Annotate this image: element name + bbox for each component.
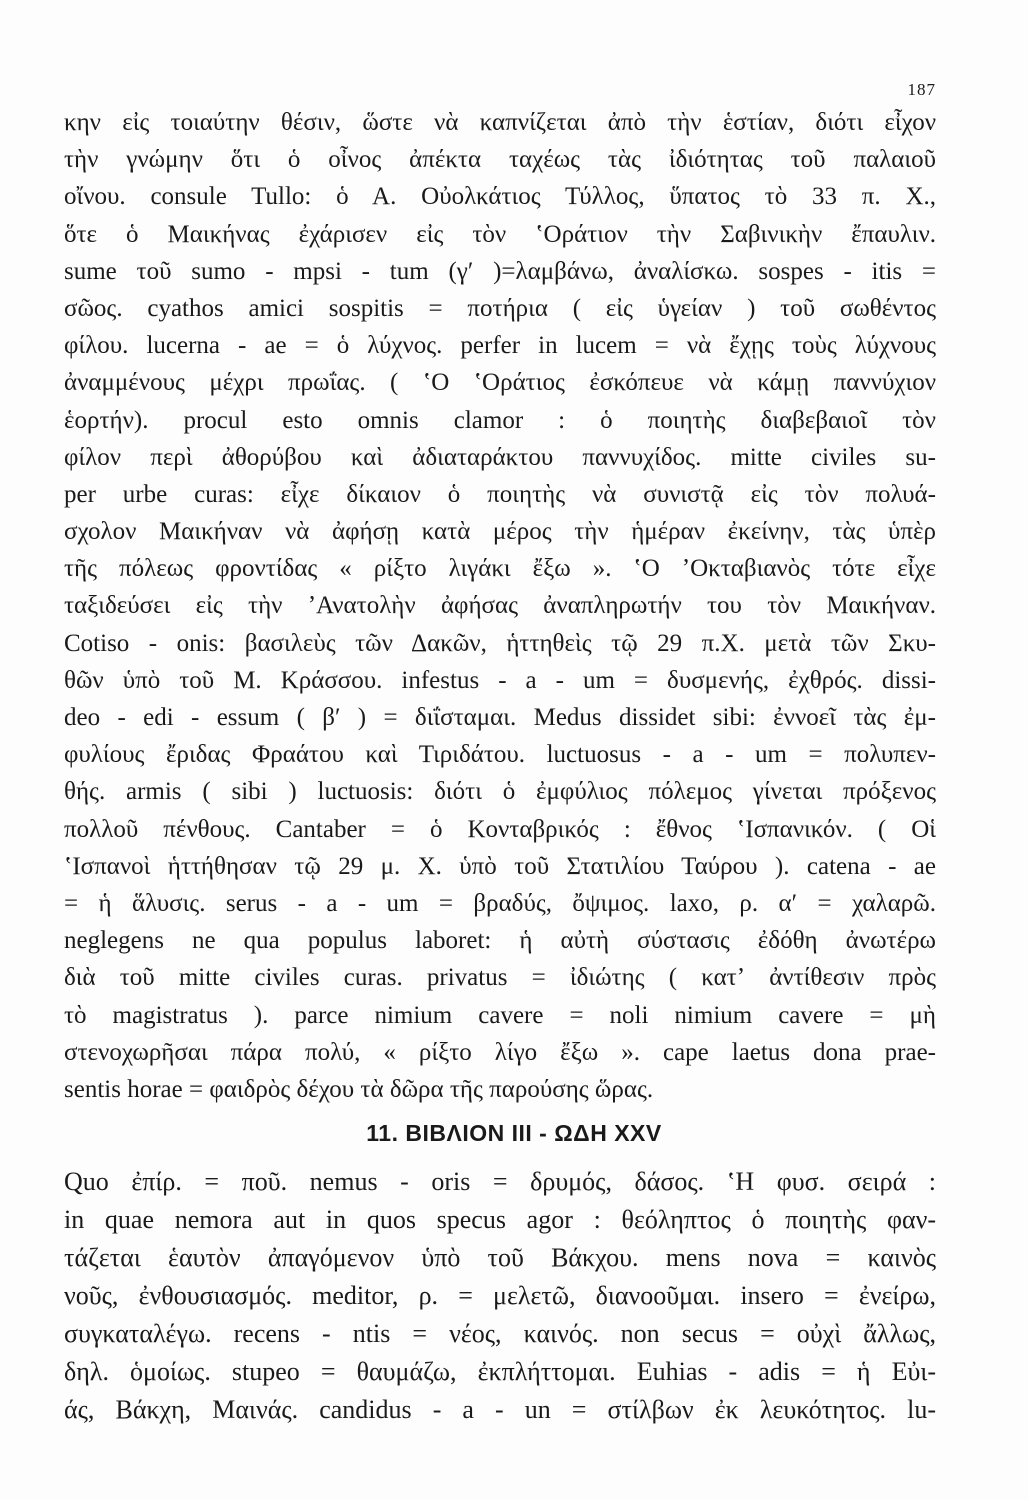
text-line: sume τοῦ sumo - mpsi - tum (γʹ )=λαμβάνω, ἀναλίσκω. sospes - itis =: [64, 257, 936, 285]
text-line: διὰ τοῦ mitte civiles curas. privatus = ἰδιώτης ( κατʼ ἀντίθεσιν πρὸς: [64, 964, 936, 992]
text-line: ʽΙσπανοὶ ἡττήθησαν τῷ 29 μ. Χ. ὑπὸ τοῦ Στατιλίου Ταύρου ). catena - ae: [64, 852, 936, 880]
text-line: στενοχωρῆσαι πάρα πολύ, « ρίξτο λίγο ἔξω ». cape laetus dona prae-: [64, 1038, 936, 1066]
text-line: τάζεται ἑαυτὸν ἀπαγόμενον ὑπὸ τοῦ Βάκχου. mens nova = καινὸς: [64, 1243, 936, 1272]
section-heading: 11. ΒΙΒΛΙΟΝ III - ΩΔΗ XXV: [366, 1120, 662, 1146]
text-line: in quae nemora aut in quos specus agor : θεόληπτος ὁ ποιητὴς φαν-: [64, 1205, 936, 1234]
text-line: δηλ. ὁμοίως. stupeo = θαυμάζω, ἐκπλήττομαι. Euhias - adis = ἡ Εὐι-: [64, 1357, 936, 1386]
text-line: πολλοῦ πένθους. Cantaber = ὁ Κονταβρικός : ἔθνος ʽΙσπανικόν. ( Οἱ: [64, 815, 936, 843]
text-line: ταξιδεύσει εἰς τὴν ʼΑνατολὴν ἀφήσας ἀναπληρωτήν του τὸν Μαικήναν.: [64, 592, 936, 620]
text-line: άς, Βάκχη, Μαινάς. candidus - a - un = στίλβων ἐκ λευκότητος. lu-: [64, 1395, 936, 1424]
text-line: Cotiso - onis: βασιλεὺς τῶν Δακῶν, ἡττηθεὶς τῷ 29 π.Χ. μετὰ τῶν Σκυ-: [64, 629, 936, 657]
page-number: 187: [907, 80, 936, 99]
text-line: deo - edi - essum ( βʹ ) = διΐσταμαι. Medus dissidet sibi: ἐννοεῖ τὰς ἐμ-: [64, 704, 936, 731]
text-line: σχολον Μαικήναν νὰ ἀφήσῃ κατὰ μέρος τὴν ἡμέραν ἐκείνην, τὰς ὑπὲρ: [64, 518, 936, 546]
commentary-ode-xxiv-continued: [64, 104, 936, 1108]
text-line: θής. armis ( sibi ) luctuosis: διότι ὁ ἐμφύλιος πόλεμος γίνεται πρόξενος: [64, 778, 936, 806]
text-line: σῶος. cyathos amici sospitis = ποτήρια ( εἰς ὑγείαν ) τοῦ σωθέντος: [64, 294, 936, 322]
text-line: τῆς πόλεως φροντίδας « ρίξτο λιγάκι ἔξω ». ʽΟ ʼΟκταβιανὸς τότε εἶχε: [64, 555, 936, 583]
text-line: sentis horae = φαιδρὸς δέχου τὰ δῶρα τῆς παρούσης ὥρας.: [64, 1075, 654, 1103]
text-line: = ἡ ἅλυσις. serus - a - um = βραδύς, ὄψιμος. laxo, ρ. αʹ = χαλαρῶ.: [64, 889, 936, 917]
text-line: συγκαταλέγω. recens - ntis = νέος, καινός. non secus = οὐχὶ ἄλλως,: [64, 1319, 936, 1348]
text-line: ὅτε ὁ Μαικήνας ἐχάρισεν εἰς τὸν ʽΟράτιον τὴν Σαβινικὴν ἔπαυλιν.: [64, 220, 936, 248]
text-line: κην εἰς τοιαύτην θέσιν, ὥστε νὰ καπνίζεται ἀπὸ τὴν ἑστίαν, διότι εἶχον: [64, 109, 936, 136]
text-line: φυλίους ἔριδας Φραάτου καὶ Τιριδάτου. luctuosus - a - um = πολυπεν-: [64, 741, 936, 769]
commentary-ode-xxv: [64, 1163, 936, 1429]
text-line: οἴνου. consule Tullo: ὁ Α. Οὐολκάτιος Τύλλος, ὕπατος τὸ 33 π. Χ.,: [64, 183, 936, 211]
text-line: Quo ἐπίρ. = ποῦ. nemus - oris = δρυμός, δάσος. ʽΗ φυσ. σειρά :: [64, 1167, 936, 1196]
text-line: νοῦς, ἐνθουσιασμός. meditor, ρ. = μελετῶ, διανοοῦμαι. insero = ἐνείρω,: [64, 1281, 936, 1310]
text-line: θῶν ὑπὸ τοῦ Μ. Κράσσου. infestus - a - um = δυσμενής, ἐχθρός. dissi-: [64, 666, 936, 694]
text-line: φίλον περὶ ἀθορύβου καὶ ἀδιαταράκτου παννυχίδος. mitte civiles su-: [64, 443, 936, 471]
text-line: ἀναμμένους μέχρι πρωΐας. ( ʽΟ ʽΟράτιος ἐσκόπευε νὰ κάμῃ παννύχιον: [64, 369, 936, 397]
text-line: τὴν γνώμην ὅτι ὁ οἶνος ἀπέκτα ταχέως τὰς ἰδιότητας τοῦ παλαιοῦ: [64, 146, 936, 174]
text-line: neglegens ne qua populus laboret: ἡ αὐτὴ σύστασις ἐδόθη ἀνωτέρω: [64, 927, 936, 955]
text-line: φίλου. lucerna - ae = ὁ λύχνος. perfer in lucem = νὰ ἔχῃς τοὺς λύχνους: [64, 332, 936, 360]
text-line: ἑορτήν). procul esto omnis clamor : ὁ ποιητὴς διαβεβαιοῖ τὸν: [64, 406, 936, 434]
text-line: per urbe curas: εἶχε δίκαιον ὁ ποιητὴς νὰ συνιστᾷ εἰς τὸν πολυά-: [64, 480, 936, 508]
text-line: τὸ magistratus ). parce nimium cavere = noli nimium cavere = μὴ: [64, 1001, 936, 1029]
